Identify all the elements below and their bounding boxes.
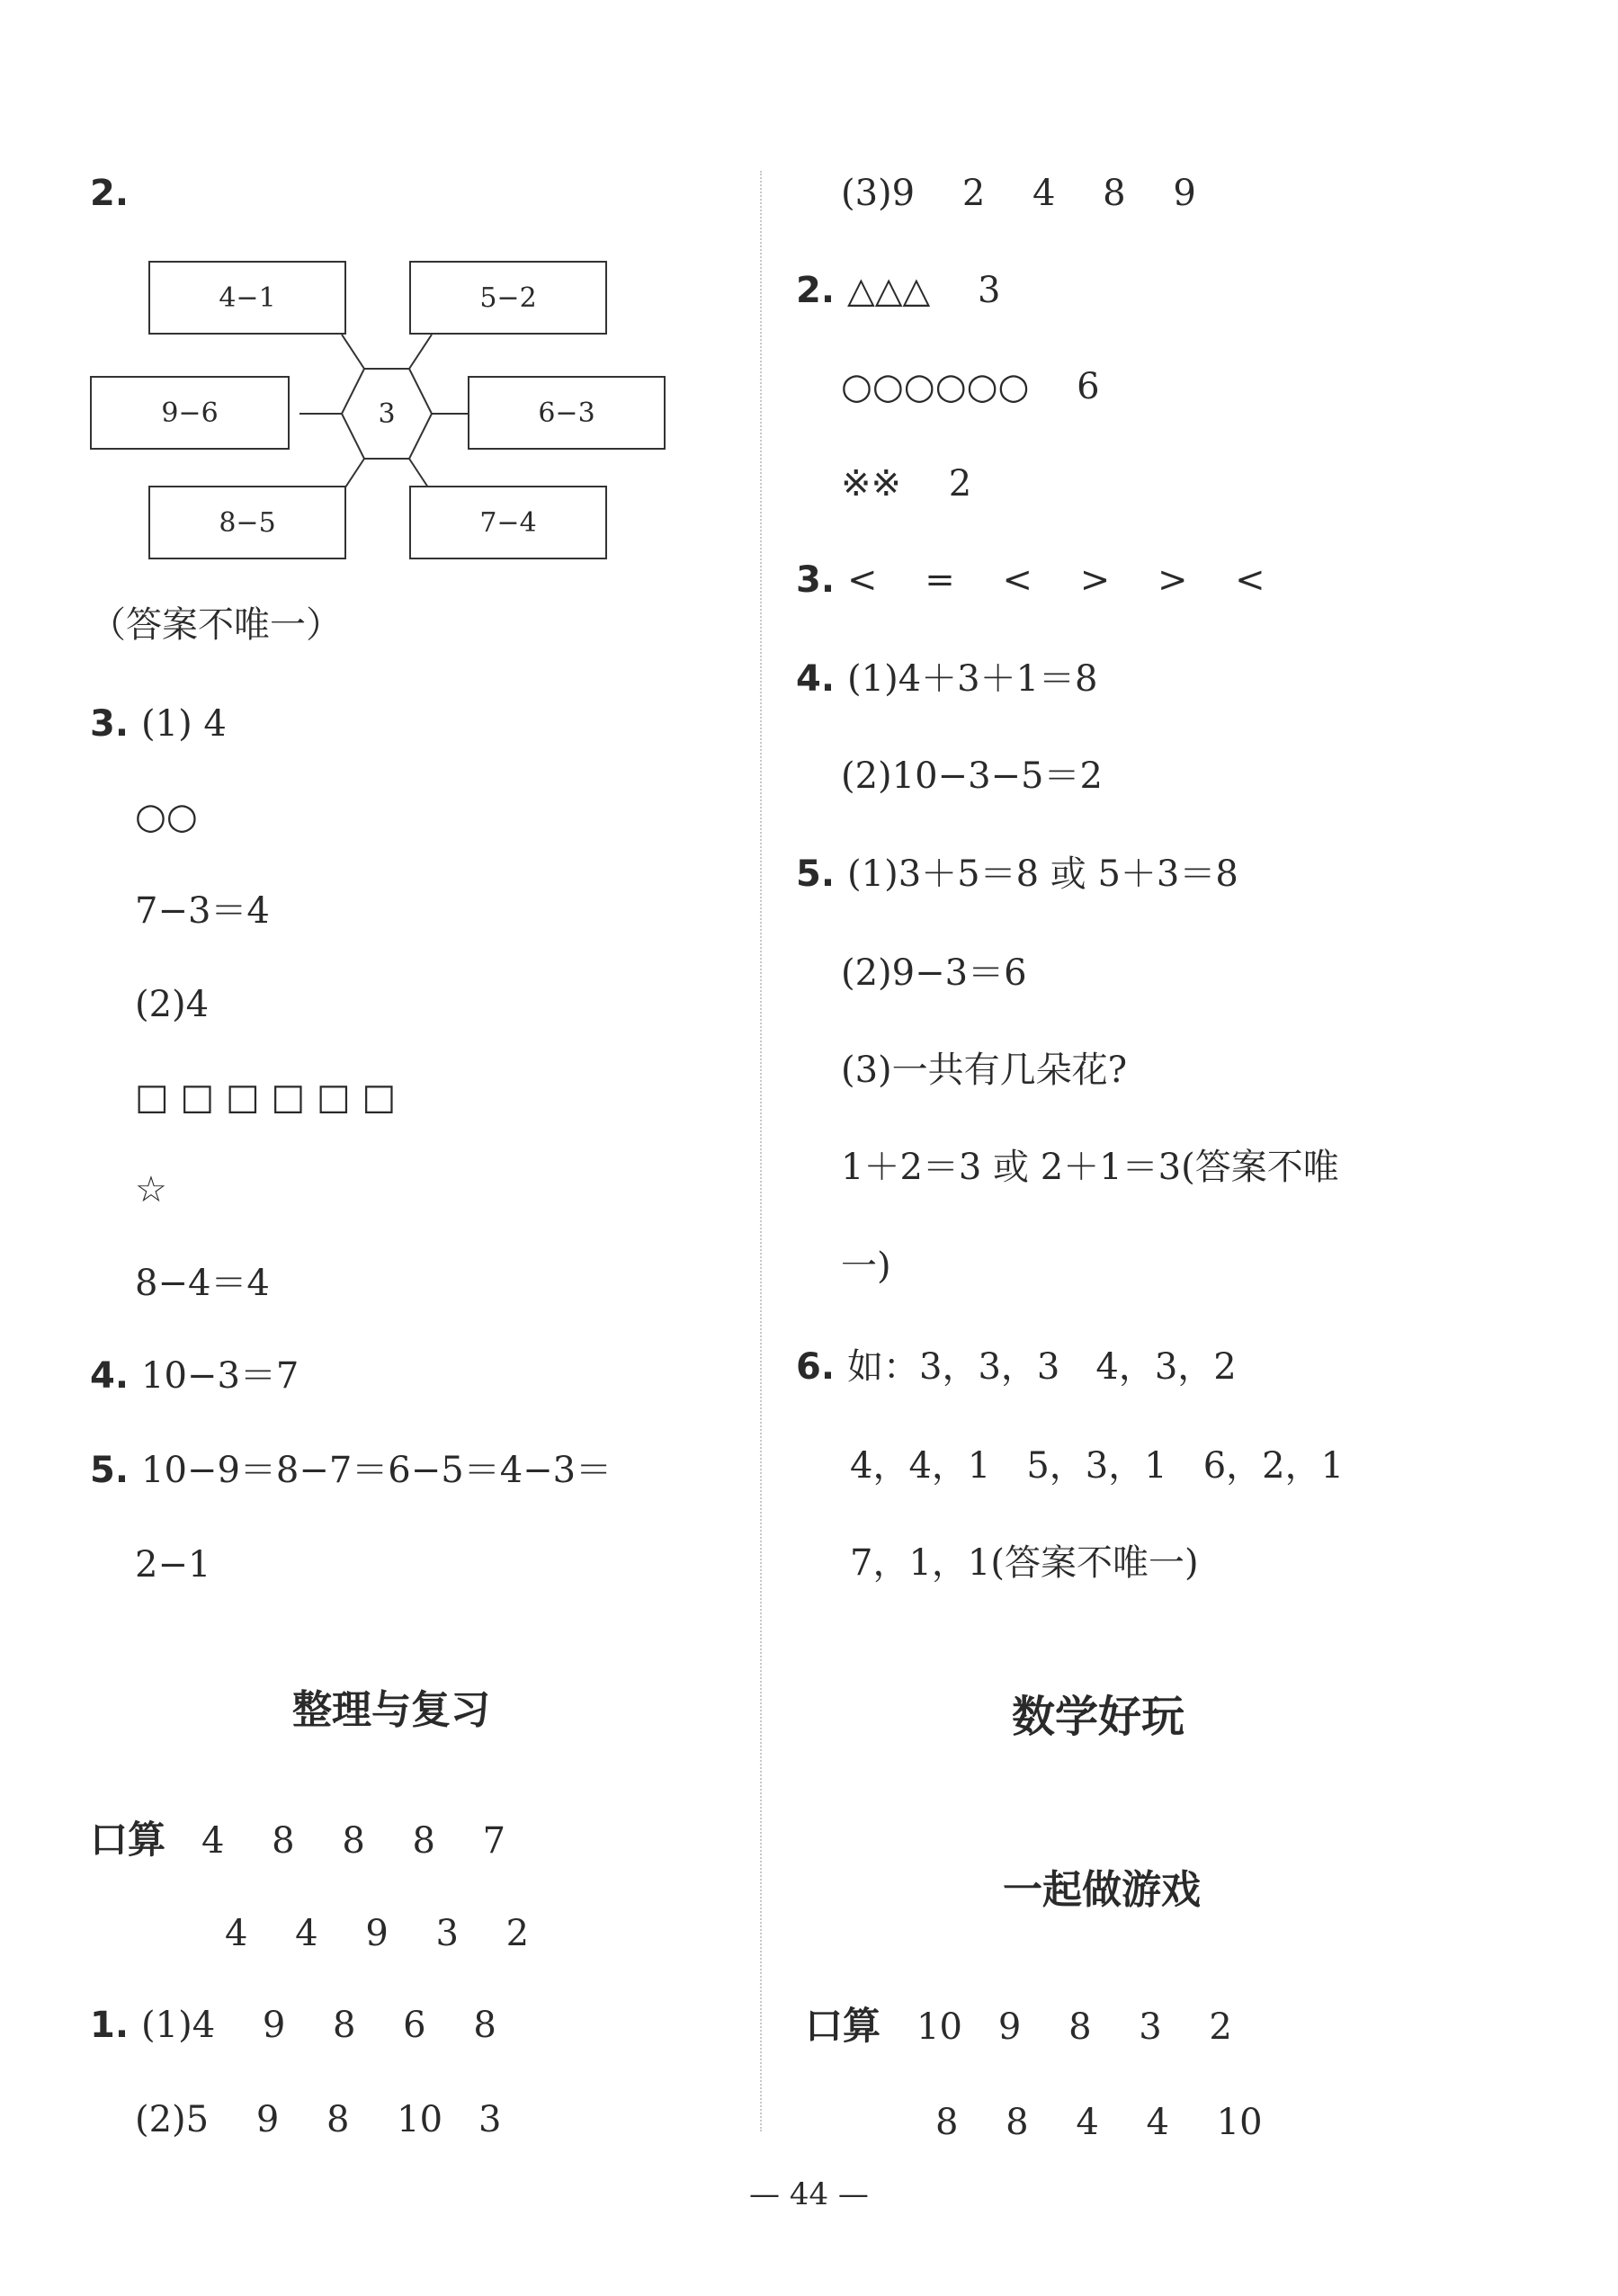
review-3: 3. < = < > > < xyxy=(796,559,1265,601)
page-number: — 44 — xyxy=(749,2176,869,2212)
question-3-line-4: (2)4 xyxy=(135,984,210,1025)
column-divider xyxy=(760,171,762,2131)
oral-calc-row-2: 4 4 9 3 2 xyxy=(225,1913,530,1954)
review-5-line-5: 一) xyxy=(841,1246,891,1287)
oral-calc-2-row-2: 8 8 4 4 10 xyxy=(935,2102,1263,2143)
oral-calc-2-row-1: 口算 10 9 8 3 2 xyxy=(805,2004,1232,2048)
question-3-line-6: ☆ xyxy=(135,1169,167,1211)
diagram-box-bottom-right: 7−4 xyxy=(409,486,607,559)
question-3-line-1: 3. (1) 4 xyxy=(90,703,227,745)
question-5-line-2: 2−1 xyxy=(135,1544,211,1586)
review-5-line-3: (3)一共有几朵花? xyxy=(841,1050,1128,1091)
diagram-box-bottom-left: 8−5 xyxy=(148,486,346,559)
section-title-review: 整理与复习 xyxy=(292,1687,490,1733)
section-title-math-fun: 数学好玩 xyxy=(1012,1692,1185,1742)
review-4-line-2: (2)10−3−5＝2 xyxy=(841,755,1103,797)
review-1-line-1: 1. (1)4 9 8 6 8 xyxy=(90,2005,496,2046)
question-2-label: 2. xyxy=(90,173,130,214)
review-2-line-2: ○○○○○○ 6 xyxy=(841,366,1100,407)
review-1-line-3: (3)9 2 4 8 9 xyxy=(841,173,1196,214)
diagram-box-top-left: 4−1 xyxy=(148,261,346,335)
review-4-line-1: 4. (1)4＋3＋1＝8 xyxy=(796,658,1098,700)
review-6-line-2: 4，4，1 5，3，1 6，2，1 xyxy=(850,1445,1345,1487)
diagram-box-top-right: 5−2 xyxy=(409,261,607,335)
review-2-line-3: ※※ 2 xyxy=(841,463,972,505)
review-5-line-2: (2)9−3＝6 xyxy=(841,952,1027,994)
review-5-line-1: 5. (1)3＋5＝8 或 5＋3＝8 xyxy=(796,853,1238,895)
diagram-box-mid-right: 6−3 xyxy=(468,376,666,450)
review-5-line-4: 1＋2＝3 或 2＋1＝3(答案不唯 xyxy=(841,1147,1339,1188)
question-2-note: （答案不唯一） xyxy=(90,604,342,646)
diagram-box-mid-left: 9−6 xyxy=(90,376,290,450)
review-6-line-3: 7，1，1(答案不唯一) xyxy=(850,1542,1199,1584)
review-6-line-1: 6. 如：3，3，3 4，3，2 xyxy=(796,1346,1237,1388)
question-5-line-1: 5. 10−9＝8−7＝6−5＝4−3＝ xyxy=(90,1450,612,1491)
question-3-line-3: 7−3＝4 xyxy=(135,890,270,932)
review-1-line-2: (2)5 9 8 10 3 xyxy=(135,2099,502,2140)
review-2-line-1: 2. △△△ 3 xyxy=(796,270,1001,311)
question-3-line-5: □ □ □ □ □ □ xyxy=(135,1077,397,1118)
question-3-line-7: 8−4＝4 xyxy=(135,1263,270,1304)
question-3-line-2: ○○ xyxy=(135,796,198,837)
subtraction-diagram xyxy=(85,261,679,567)
center-value: 3 xyxy=(378,398,396,430)
section-title-play-games: 一起做游戏 xyxy=(1003,1867,1201,1913)
question-4: 4. 10−3＝7 xyxy=(90,1355,299,1397)
oral-calc-row-1: 口算 4 8 8 8 7 xyxy=(90,1818,506,1862)
